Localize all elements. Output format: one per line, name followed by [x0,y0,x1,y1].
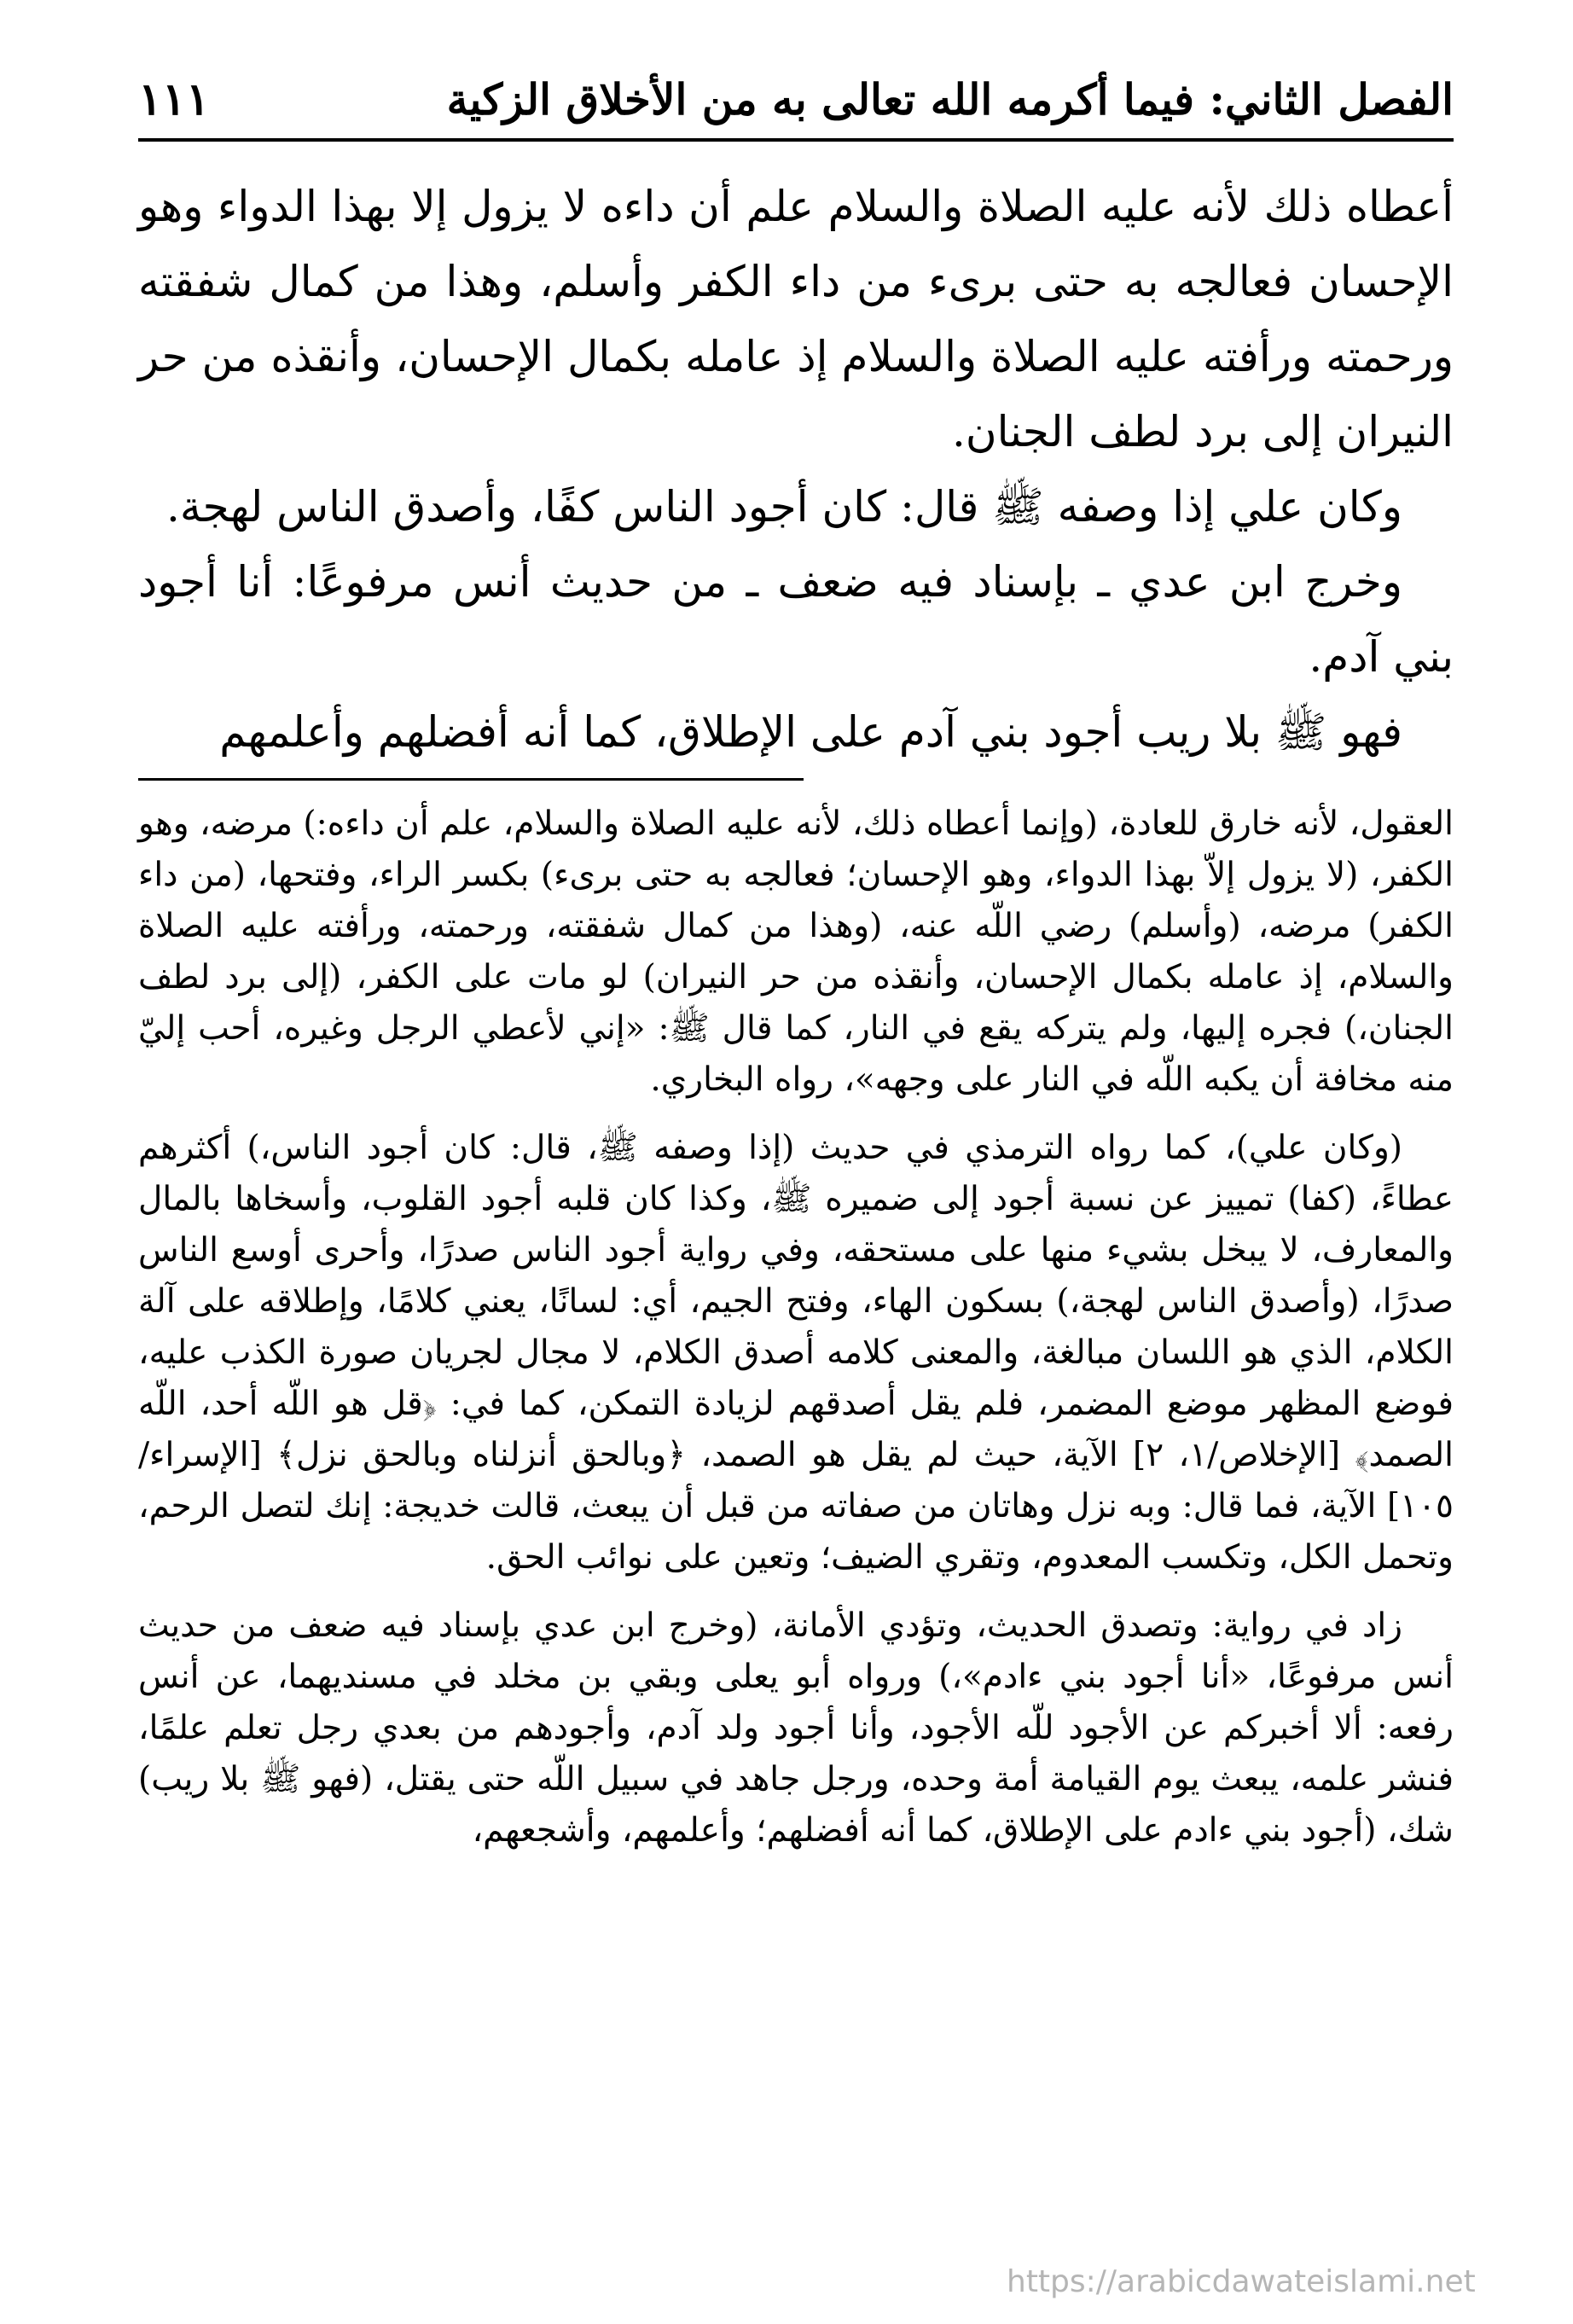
main-paragraph: وكان علي إذا وصفه ﷺ قال: كان أجود الناس كفًا، وأصدق الناس لهجة. [165,482,1402,532]
watermark-url: https://arabicdawateislami.net [1007,2264,1476,2299]
commentary [138,799,1454,1856]
page-number: ١١١ [138,73,210,125]
chapter-title: الفصل الثاني: فيما أكرمه الله تعالى به من الأخلاق الزكية [446,73,1454,125]
main-paragraph: أعطاه ذلك لأنه عليه الصلاة والسلام علم أن داءه لا يزول إلا بهذا الدواء وهو الإحسان فعالجه به حتى برىء من داء الكفر وأسلم، وهذا من كمال شفقته ورحمته ورأفته عليه الصلاة والسلام إذ عامله بكمال الإحسان، وأنقذه من حر النيران إلى برد لطف الجنان. [138,182,1454,456]
commentary-paragraph: (وكان علي)، كما رواه الترمذي في حديث (إذا وصفه ﷺ، قال: كان أجود الناس،) أكثرهم عطاءً، (كفا) تمييز عن نسبة أجود إلى ضميره ﷺ، وكذا كان قلبه أجود القلوب، وأسخاها بالمال والمعارف، لا يبخل بشيء منها على مستحقه، وفي رواية أجود الناس صدرًا، وأحرى أوسع الناس صدرًا، (وأصدق الناس لهجة،) بسكون الهاء، وفتح الجيم، أي: لسانًا، يعني كلامًا، وإطلاقه على آلة الكلام، الذي هو اللسان مبالغة، والمعنى كلامه أصدق الكلام، لا مجال لجريان صورة الكذب عليه، فوضع المظهر موضع المضمر، فلم يقل أصدقهم لزيادة التمكن، كما في: ﴿قل هو اللّه أحد، اللّه الصمد﴾ [الإخلاص/١، ٢] الآية، حيث لم يقل هو الصمد، ﴿وبالحق أنزلناه وبالحق نزل﴾ [الإسراء/ ١٠٥] الآية، فما قال: وبه نزل وهاتان من صفاته من قبل أن يبعث، قالت خديجة: إنك لتصل الرحم، وتحمل الكل، وتكسب المعدوم، وتقري الضيف؛ وتعين على نوائب الحق. [138,1129,1454,1577]
text-divider [138,778,804,781]
commentary-paragraph: زاد في رواية: وتصدق الحديث، وتؤدي الأمانة، (وخرج ابن عدي بإسناد فيه ضعف من حديث أنس مرفوعًا، «أنا أجود بني ءادم»،) ورواه أبو يعلى وبقي بن مخلد في مسنديهما، عن أنس رفعه: ألا أخبركم عن الأجود للّه الأجود، وأنا أجود ولد آدم، وأجودهم من بعدي رجل تعلم علمًا، فنشر علمه، يبعث يوم القيامة أمة وحده، ورجل جاهد في سبيل اللّه حتى يقتل، (فهو ﷺ بلا ريب) شك، (أجود بني ءادم على الإطلاق، كما أنه أفضلهم؛ وأعلمهم، وأشجعهم، [138,1606,1454,1850]
main-text [138,169,1454,770]
page-header [138,60,1454,142]
main-paragraph: فهو ﷺ بلا ريب أجود بني آدم على الإطلاق، كما أنه أفضلهم وأعلمهم [219,707,1402,757]
commentary-paragraph: العقول، لأنه خارق للعادة، (وإنما أعطاه ذلك، لأنه عليه الصلاة والسلام، علم أن داءه:) مرضه، وهو الكفر، (لا يزول إلاّ بهذا الدواء، وهو الإحسان؛ فعالجه به حتى برىء) بكسر الراء، وفتحها، (من داء الكفر) مرضه، (وأسلم) رضي اللّه عنه، (وهذا من كمال شفقته، ورحمته، ورأفته عليه الصلاة والسلام، إذ عامله بكمال الإحسان، وأنقذه من حر النيران) لو مات على الكفر، (إلى برد لطف الجنان،) فجره إليها، ولم يتركه يقع في النار، كما قال ﷺ: «إني لأعطي الرجل وغيره، أحب إليّ منه مخافة أن يكبه اللّه في النار على وجهه»، رواه البخاري. [138,805,1454,1099]
main-paragraph: وخرج ابن عدي ـ بإسناد فيه ضعف ـ من حديث أنس مرفوعًا: أنا أجود بني آدم. [138,557,1454,682]
